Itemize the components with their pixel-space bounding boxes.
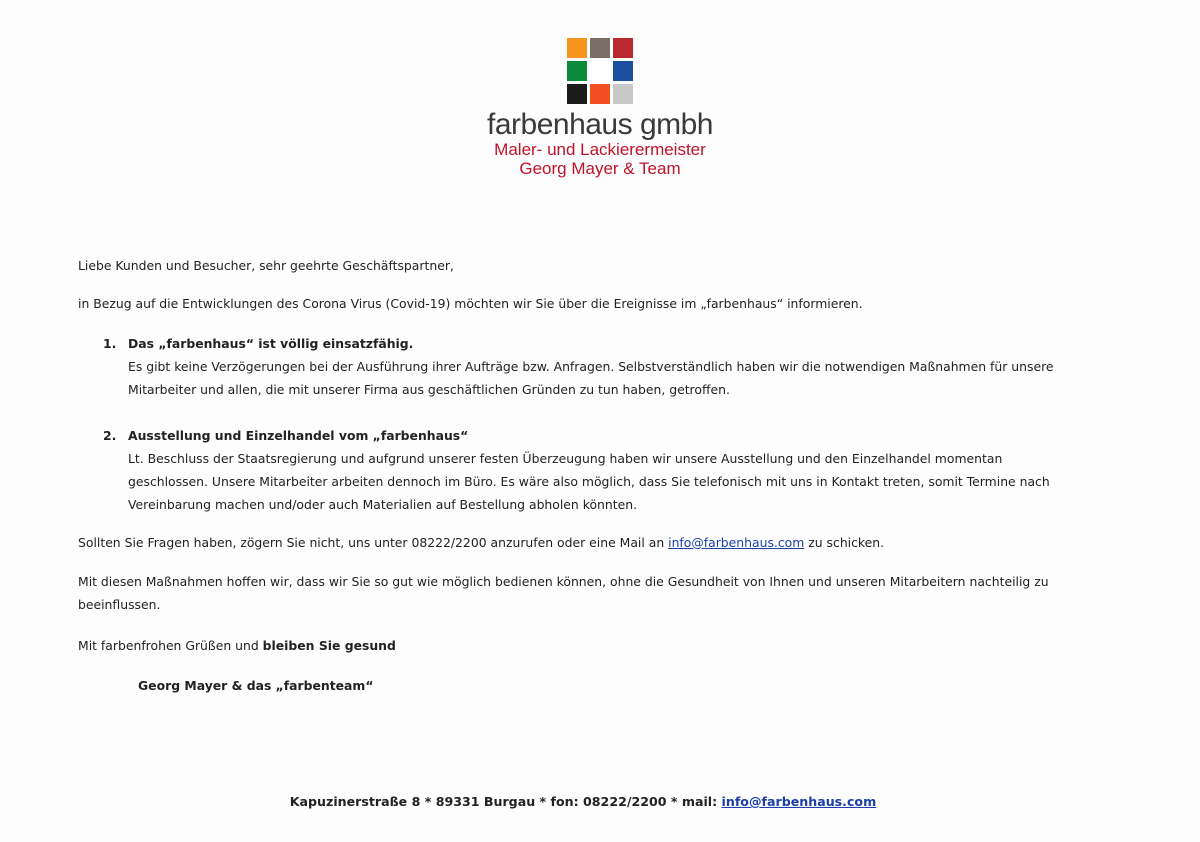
color-swatch xyxy=(567,61,587,81)
list-heading: Ausstellung und Einzelhandel vom „farbenhaus“ xyxy=(128,428,469,443)
measures-paragraph: Mit diesen Maßnahmen hoffen wir, dass wir Sie so gut wie möglich bedienen können, ohne die Gesundheit von Ihnen und unseren Mitarbeitern nachteilig zu beeinflussen. xyxy=(78,574,1049,612)
greeting: Liebe Kunden und Besucher, sehr geehrte Geschäftspartner, xyxy=(78,258,454,273)
signature: Georg Mayer & das „farbenteam“ xyxy=(138,678,374,693)
footer-address xyxy=(0,794,1166,809)
company-logo xyxy=(0,38,1200,178)
color-swatch xyxy=(613,61,633,81)
closing-emphasis: bleiben Sie gesund xyxy=(262,638,396,653)
list-body: Lt. Beschluss der Staatsregierung und aufgrund unserer festen Überzeugung haben wir unsere Ausstellung und den Einzelhandel momentan geschlossen. Unsere Mitarbeiter arbeiten dennoch im Büro. Es wäre also möglich, dass Sie telefonisch mit uns in Kontakt treten, somit Termine nach Vereinbarung machen und/oder auch Materialien auf Bestellung abholen könnten. xyxy=(128,451,1050,512)
closing-line xyxy=(78,634,1078,657)
closing-text: Mit farbenfrohen Grüßen und xyxy=(78,638,263,653)
list-body: Es gibt keine Verzögerungen bei der Ausführung ihrer Aufträge bzw. Anfragen. Selbstverständlich haben wir die notwendigen Maßnahmen für unsere Mitarbeiter und allen, die mit unserer Firma aus geschäftlichen Gründen zu tun haben, getroffen. xyxy=(128,359,1054,397)
list-number: 2. xyxy=(103,428,117,443)
company-owner: Georg Mayer & Team xyxy=(519,159,681,178)
contact-paragraph xyxy=(78,531,1078,554)
company-tagline: Maler- und Lackierermeister xyxy=(494,140,706,159)
color-swatch xyxy=(567,84,587,104)
footer-email-link[interactable]: info@farbenhaus.com xyxy=(721,794,877,809)
contact-text-end: zu schicken. xyxy=(804,535,885,550)
list-item-1 xyxy=(103,332,1078,401)
list-heading: Das „farbenhaus“ ist völlig einsatzfähig. xyxy=(128,336,414,351)
color-swatch xyxy=(590,84,610,104)
list-item-2 xyxy=(103,424,1078,516)
footer-address-text: Kapuzinerstraße 8 * 89331 Burgau * fon: 08222/2200 * mail: xyxy=(289,794,722,809)
contact-email-link[interactable]: info@farbenhaus.com xyxy=(668,535,805,550)
list-number: 1. xyxy=(103,336,117,351)
color-swatch xyxy=(613,38,633,58)
color-swatch xyxy=(590,61,610,81)
color-swatch-grid xyxy=(567,38,633,104)
company-name: farbenhaus gmbh xyxy=(487,108,713,141)
contact-text: Sollten Sie Fragen haben, zögern Sie nicht, uns unter 08222/2200 anzurufen oder eine Mail an xyxy=(78,535,669,550)
color-swatch xyxy=(590,38,610,58)
color-swatch xyxy=(613,84,633,104)
color-swatch xyxy=(567,38,587,58)
intro-paragraph: in Bezug auf die Entwicklungen des Corona Virus (Covid-19) möchten wir Sie über die Ereignisse im „farbenhaus“ informieren. xyxy=(78,296,863,311)
